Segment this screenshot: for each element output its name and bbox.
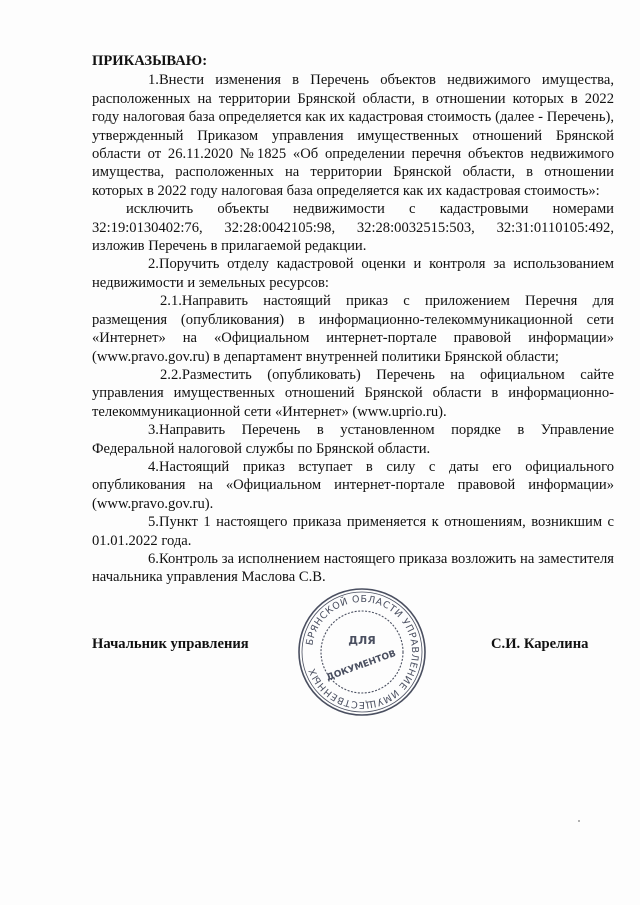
item-text: Разместить (опубликовать) Перечень на официальном сайте управления имущественных отношений Брянской области в информационно-телекоммуникационной сети «Интернет» (www.uprio.ru). xyxy=(92,366,614,420)
stamp-ring-text: БРЯНСКОЙ ОБЛАСТИ УПРАВЛЕНИЕ ИМУЩЕСТВЕННЫХ xyxy=(304,593,421,711)
scan-speck xyxy=(578,820,580,822)
order-item-6 xyxy=(92,550,614,587)
stamp-inner-bottom: ДОКУМЕНТОВ xyxy=(325,648,398,684)
item-number: 1. xyxy=(148,72,159,89)
item-text: Направить Перечень в установленном порядке в Управление Федеральной налоговой службы по Брянской области. xyxy=(92,422,614,457)
signer-position: Начальник управления xyxy=(92,636,249,652)
order-item-5 xyxy=(92,513,614,550)
item-number: 4. xyxy=(148,458,159,475)
seal-stamp-icon xyxy=(296,586,428,718)
signer-name: С.И. Карелина xyxy=(491,636,589,652)
item-number: 6. xyxy=(148,550,159,567)
order-heading: ПРИКАЗЫВАЮ: xyxy=(92,53,208,69)
item-number: 2.2. xyxy=(160,366,182,383)
stamp-inner-top: ДЛЯ xyxy=(348,634,376,647)
order-body xyxy=(92,52,614,587)
item-number: 3. xyxy=(148,422,159,439)
item-number: 2.1. xyxy=(160,293,182,310)
item-number: 2. xyxy=(148,256,159,273)
item-text: Поручить отделу кадастровой оценки и контроля за использованием недвижимости и земельных ресурсов: xyxy=(92,256,614,291)
order-item-4 xyxy=(92,458,614,513)
order-item-2-2 xyxy=(92,366,614,421)
item-text: Пункт 1 настоящего приказа применяется к отношениям, возникшим с 01.01.2022 года. xyxy=(92,514,614,549)
item-text: исключить объекты недвижимости с кадастровыми номерами 32:19:0130402:76, 32:28:0042105:98, 32:28:0032515:503, 32:31:0110105:492, изложив Перечень в прилагаемой редакции. xyxy=(92,201,614,255)
order-item-2 xyxy=(92,255,614,292)
item-text: Настоящий приказ вступает в силу с даты его официального опубликования на «Официальном интернет-портале правовой информации» (www.pravo.gov.ru). xyxy=(92,458,614,512)
item-text: Внести изменения в Перечень объектов недвижимого имущества, расположенных на территории Брянской области, в отношении которых в 2022 году налоговая база определяется как их кадастровая стоимость (далее - Перечень), утвержденный Приказом управления имущественных отношений Брянской области от 26.11.2020 №1825 «Об определении перечня объектов недвижимого имущества, расположенных на территории Брянской области, в отношении которых в 2022 году налоговая база определяется как их кадастровая стоимость»: xyxy=(92,72,614,199)
item-number: 5. xyxy=(148,514,159,531)
item-text: Контроль за исполнением настоящего приказа возложить на заместителя начальника управления Маслова С.В. xyxy=(92,550,614,586)
item-text: Направить настоящий приказ с приложением Перечня для размещения (опубликования) в информационно-телекоммуникационной сети «Интернет» на «Официальном интернет-портале правовой информации» (www.pravo.gov.ru) в департамент внутренней политики Брянской области; xyxy=(92,293,614,365)
order-item-2-1 xyxy=(92,292,614,366)
order-item-3 xyxy=(92,421,614,458)
order-item-1 xyxy=(92,71,614,200)
order-item-1-sub xyxy=(92,200,614,255)
